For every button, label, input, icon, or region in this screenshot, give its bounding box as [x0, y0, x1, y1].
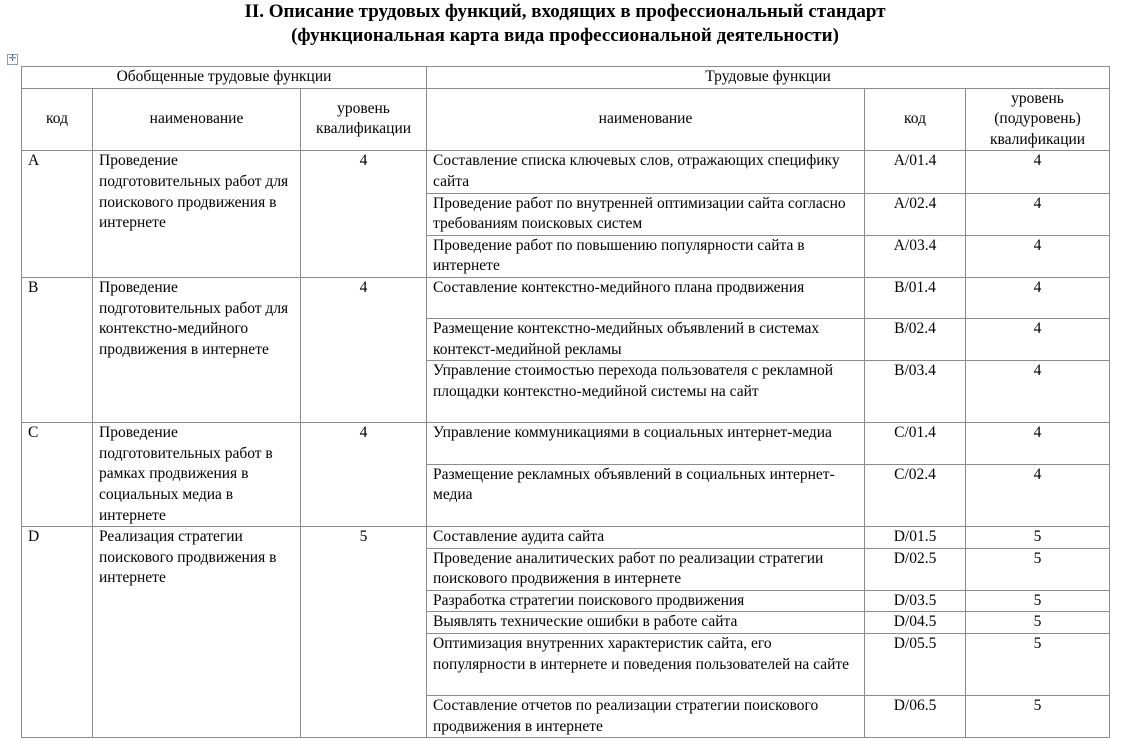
function-level: 4 — [966, 151, 1110, 193]
function-level: 4 — [966, 193, 1110, 235]
header-sublevel: уровень (подуровень) квалификации — [966, 88, 1110, 151]
table-row — [22, 277, 1110, 318]
function-code: D/06.5 — [865, 696, 966, 738]
function-name: Составление отчетов по реализации стратегии поискового продвижения в интернете — [427, 696, 865, 738]
function-name: Размещение рекламных объявлений в социальных интернет-медиа — [427, 464, 865, 527]
function-code: D/04.5 — [865, 612, 966, 634]
function-level: 5 — [966, 590, 1110, 612]
function-code: D/01.5 — [865, 527, 966, 549]
function-name: Разработка стратегии поискового продвижения — [427, 590, 865, 612]
group-name: Реализация стратегии поискового продвижения в интернете — [93, 527, 301, 738]
functional-map-table — [21, 66, 1110, 738]
title-line-1: II. Описание трудовых функций, входящих в профессиональный стандарт — [244, 1, 886, 22]
function-name: Оптимизация внутренних характеристик сайта, его популярности в интернете и поведения пользователей на сайте — [427, 634, 865, 696]
function-code: D/03.5 — [865, 590, 966, 612]
group-code: B — [22, 277, 93, 422]
table-row — [22, 423, 1110, 464]
function-name: Проведение аналитических работ по реализации стратегии поискового продвижения в интернете — [427, 548, 865, 590]
function-name: Выявлять технические ошибки в работе сайта — [427, 612, 865, 634]
document-title — [0, 0, 1130, 48]
function-code: C/02.4 — [865, 464, 966, 527]
function-name: Управление коммуникациями в социальных интернет-медиа — [427, 423, 865, 464]
group-code: D — [22, 527, 93, 738]
header-level: уровень квалификации — [301, 88, 427, 151]
function-level: 5 — [966, 527, 1110, 549]
header-generalized-functions: Обобщенные трудовые функции — [22, 67, 427, 89]
function-name: Составление аудита сайта — [427, 527, 865, 549]
function-level: 4 — [966, 318, 1110, 360]
function-code: B/03.4 — [865, 361, 966, 423]
header-labor-functions: Трудовые функции — [427, 67, 1110, 89]
header-function-name: наименование — [427, 88, 865, 151]
group-code: C — [22, 423, 93, 527]
header-code: код — [22, 88, 93, 151]
function-name: Составление контекстно-медийного плана продвижения — [427, 277, 865, 318]
function-level: 5 — [966, 634, 1110, 696]
function-code: C/01.4 — [865, 423, 966, 464]
function-level: 4 — [966, 277, 1110, 318]
function-level: 4 — [966, 423, 1110, 464]
group-level: 4 — [301, 423, 427, 527]
table-move-handle-icon[interactable]: ✛ — [8, 54, 17, 64]
table-row — [22, 527, 1110, 549]
group-name: Проведение подготовительных работ в рамках продвижения в социальных медиа в интернете — [93, 423, 301, 527]
function-code: B/02.4 — [865, 318, 966, 360]
function-code: D/05.5 — [865, 634, 966, 696]
group-code: A — [22, 151, 93, 278]
group-name: Проведение подготовительных работ для контекстно-медийного продвижения в интернете — [93, 277, 301, 422]
function-code: B/01.4 — [865, 277, 966, 318]
group-name: Проведение подготовительных работ для поискового продвижения в интернете — [93, 151, 301, 278]
function-level: 4 — [966, 464, 1110, 527]
function-name: Проведение работ по внутренней оптимизации сайта согласно требованиям поисковых систем — [427, 193, 865, 235]
function-name: Управление стоимостью перехода пользователя с рекламной площадки контекстно-медийной системы на сайт — [427, 361, 865, 423]
function-level: 5 — [966, 548, 1110, 590]
function-code: A/01.4 — [865, 151, 966, 193]
title-line-2: (функциональная карта вида профессиональной деятельности) — [291, 25, 839, 46]
group-level: 4 — [301, 151, 427, 278]
function-name: Проведение работ по повышению популярности сайта в интернете — [427, 235, 865, 277]
function-name: Составление списка ключевых слов, отражающих специфику сайта — [427, 151, 865, 193]
group-level: 4 — [301, 277, 427, 422]
group-level: 5 — [301, 527, 427, 738]
function-code: A/02.4 — [865, 193, 966, 235]
header-function-code: код — [865, 88, 966, 151]
function-level: 4 — [966, 235, 1110, 277]
function-code: D/02.5 — [865, 548, 966, 590]
header-name: наименование — [93, 88, 301, 151]
function-level: 4 — [966, 361, 1110, 423]
function-level: 5 — [966, 696, 1110, 738]
table-row — [22, 151, 1110, 193]
function-code: A/03.4 — [865, 235, 966, 277]
function-level: 5 — [966, 612, 1110, 634]
function-name: Размещение контекстно-медийных объявлений в системах контекст-медийной рекламы — [427, 318, 865, 360]
